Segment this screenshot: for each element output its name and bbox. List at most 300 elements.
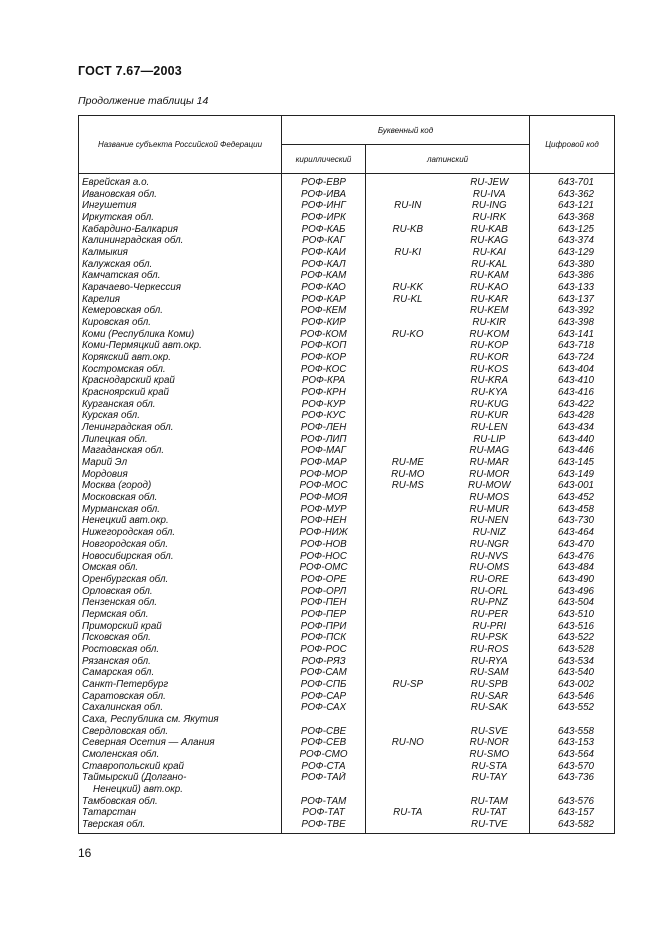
digit-code-cell: 643-392 [530,305,615,317]
table-row [79,621,615,633]
latin-short-code-cell [366,399,450,411]
table-row [79,469,615,481]
region-name-cell: Магаданская обл. [79,445,282,457]
table-row [79,632,615,644]
region-name-cell: Калининградская обл. [79,235,282,247]
latin-code-cell: RU-KAB [450,224,530,236]
table-row [79,679,615,691]
cyrillic-code-cell: РОФ-КОС [282,364,366,376]
latin-short-code-cell [366,340,450,352]
latin-code-cell: RU-ORL [450,586,530,598]
cyrillic-code-cell: РОФ-МУР [282,504,366,516]
digit-code-cell: 643-374 [530,235,615,247]
digit-code-cell: 643-404 [530,364,615,376]
cyrillic-code-cell: РОФ-СМО [282,749,366,761]
region-name-cell: Татарстан [79,807,282,819]
digit-code-cell: 643-718 [530,340,615,352]
table-caption: Продолжение таблицы 14 [78,95,209,107]
digit-code-cell: 643-510 [530,609,615,621]
table-row [79,515,615,527]
region-name-cell: Смоленская обл. [79,749,282,761]
region-name-cell: Краснодарский край [79,375,282,387]
cyrillic-code-cell: РОФ-РЯЗ [282,656,366,668]
digit-code-cell: 643-522 [530,632,615,644]
latin-code-cell: RU-KOS [450,364,530,376]
table-row [79,574,615,586]
digit-code-cell: 643-440 [530,434,615,446]
digit-code-cell: 643-434 [530,422,615,434]
latin-short-code-cell [366,632,450,644]
cyrillic-code-cell: РОФ-САР [282,691,366,703]
region-name-cell: Ингушетия [79,200,282,212]
cyrillic-code-cell: РОФ-СВЕ [282,726,366,738]
region-name-cell: Калмыкия [79,247,282,259]
region-name-cell: Сахалинская обл. [79,702,282,714]
region-name-cell: Ставропольский край [79,761,282,773]
digit-code-cell: 643-464 [530,527,615,539]
latin-short-code-cell [366,796,450,808]
cyrillic-code-cell: РОФ-МОС [282,480,366,492]
table-row [79,586,615,598]
latin-short-code-cell [366,574,450,586]
digit-code-cell: 643-516 [530,621,615,633]
cyrillic-code-cell: РОФ-КОП [282,340,366,352]
digit-code-cell: 643-484 [530,562,615,574]
latin-short-code-cell [366,305,450,317]
latin-short-code-cell [366,492,450,504]
latin-code-cell: RU-MAR [450,457,530,469]
digit-code-cell: 643-570 [530,761,615,773]
digit-code-cell: 643-446 [530,445,615,457]
latin-short-code-cell [366,551,450,563]
latin-code-cell: RU-KAG [450,235,530,247]
cyrillic-code-cell: РОФ-ИНГ [282,200,366,212]
digit-code-cell: 643-576 [530,796,615,808]
cyrillic-code-cell: РОФ-СТА [282,761,366,773]
digit-code-cell: 643-534 [530,656,615,668]
region-name-cell: Тверская обл. [79,819,282,833]
latin-short-code-cell [366,259,450,271]
table-row [79,492,615,504]
digit-code-cell: 643-129 [530,247,615,259]
standard-designation: ГОСТ 7.67—2003 [78,64,182,78]
latin-short-code-cell: RU-MO [366,469,450,481]
latin-code-cell: RU-LEN [450,422,530,434]
latin-code-cell: RU-OMS [450,562,530,574]
latin-short-code-cell [366,445,450,457]
latin-short-code-cell [366,212,450,224]
region-name-cell: Московская обл. [79,492,282,504]
table-row [79,667,615,679]
cyrillic-code-cell: РОФ-КУС [282,410,366,422]
cyrillic-code-cell: РОФ-КЕМ [282,305,366,317]
latin-code-cell: RU-MUR [450,504,530,516]
table-row [79,410,615,422]
latin-short-code-cell [366,527,450,539]
table-row [79,224,615,236]
digit-code-cell: 643-452 [530,492,615,504]
latin-code-cell: RU-NGR [450,539,530,551]
digit-code-cell: 643-398 [530,317,615,329]
latin-short-code-cell [366,656,450,668]
cyrillic-code-cell: РОФ-САМ [282,667,366,679]
digit-code-cell: 643-121 [530,200,615,212]
region-name-cell: Нижегородская обл. [79,527,282,539]
latin-short-code-cell: RU-KB [366,224,450,236]
latin-code-cell: RU-LIP [450,434,530,446]
latin-code-cell: RU-TVE [450,819,530,833]
region-name-cell: Кабардино-Балкария [79,224,282,236]
table-row [79,282,615,294]
cyrillic-code-cell: РОФ-НИЖ [282,527,366,539]
cyrillic-code-cell: РОФ-МАГ [282,445,366,457]
region-name-cell: Новгородская обл. [79,539,282,551]
latin-code-cell: RU-IRK [450,212,530,224]
latin-code-cell: RU-TAM [450,796,530,808]
cyrillic-code-cell: РОФ-МОР [282,469,366,481]
table-row [79,399,615,411]
digit-code-cell: 643-153 [530,737,615,749]
cyrillic-code-cell: РОФ-СЕВ [282,737,366,749]
table-row [79,644,615,656]
cyrillic-code-cell: РОФ-НОС [282,551,366,563]
digit-code-cell: 643-133 [530,282,615,294]
latin-code-cell: RU-NVS [450,551,530,563]
table-body [79,174,615,834]
digit-code-cell: 643-002 [530,679,615,691]
latin-code-cell: RU-STA [450,761,530,773]
digit-code-cell: 643-410 [530,375,615,387]
digit-code-cell: 643-701 [530,174,615,189]
table-row [79,174,615,189]
latin-short-code-cell [366,364,450,376]
cyrillic-code-cell: РОФ-ИРК [282,212,366,224]
table-row [79,527,615,539]
latin-code-cell: RU-RYA [450,656,530,668]
region-name-cell: Липецкая обл. [79,434,282,446]
latin-short-code-cell [366,691,450,703]
table-row [79,212,615,224]
digit-code-cell: 643-157 [530,807,615,819]
cyrillic-code-cell: РОФ-КРН [282,387,366,399]
latin-code-cell [450,784,530,796]
latin-short-code-cell [366,515,450,527]
latin-code-cell: RU-KUR [450,410,530,422]
latin-short-code-cell [366,375,450,387]
digit-code-cell: 643-736 [530,772,615,784]
latin-short-code-cell: RU-KI [366,247,450,259]
digit-code-cell: 643-730 [530,515,615,527]
cyrillic-code-cell: РОФ-ТВЕ [282,819,366,833]
cyrillic-code-cell: РОФ-ОРЕ [282,574,366,586]
region-codes-table [78,115,615,834]
table-row [79,714,615,726]
latin-short-code-cell: RU-ME [366,457,450,469]
latin-short-code-cell [366,352,450,364]
digit-code-cell: 643-558 [530,726,615,738]
region-name-cell: Пензенская обл. [79,597,282,609]
cyrillic-code-cell: РОФ-КАЛ [282,259,366,271]
table-row [79,539,615,551]
latin-short-code-cell [366,597,450,609]
latin-code-cell: RU-SVE [450,726,530,738]
region-name-cell: Кировская обл. [79,317,282,329]
latin-short-code-cell [366,317,450,329]
latin-code-cell: RU-IVA [450,189,530,201]
latin-short-code-cell [366,749,450,761]
table-row [79,200,615,212]
latin-short-code-cell [366,410,450,422]
latin-code-cell: RU-PRI [450,621,530,633]
latin-short-code-cell [366,422,450,434]
latin-code-cell: RU-NOR [450,737,530,749]
region-name-cell: Калужская обл. [79,259,282,271]
table-row [79,352,615,364]
cyrillic-code-cell: РОФ-ЛЕН [282,422,366,434]
latin-short-code-cell [366,235,450,247]
region-name-cell: Камчатская обл. [79,270,282,282]
cyrillic-code-cell: РОФ-ЕВР [282,174,366,189]
cyrillic-code-cell: РОФ-КАР [282,294,366,306]
table-row [79,609,615,621]
cyrillic-code-cell: РОФ-КАГ [282,235,366,247]
digit-code-cell: 643-582 [530,819,615,833]
table-row [79,305,615,317]
latin-code-cell: RU-MAG [450,445,530,457]
table-row [79,737,615,749]
page-number: 16 [78,846,92,860]
region-name-cell: Приморский край [79,621,282,633]
digit-code-cell: 643-476 [530,551,615,563]
region-name-cell: Псковская обл. [79,632,282,644]
table-row [79,784,615,796]
header-letter-code: Буквенный код [282,116,530,145]
region-name-cell: Карелия [79,294,282,306]
region-name-cell: Ненецкий) авт.окр. [79,784,282,796]
latin-short-code-cell [366,667,450,679]
region-name-cell: Костромская обл. [79,364,282,376]
table-row [79,772,615,784]
digit-code-cell: 643-724 [530,352,615,364]
cyrillic-code-cell: РОФ-КИР [282,317,366,329]
cyrillic-code-cell: РОФ-ОРЛ [282,586,366,598]
region-name-cell: Еврейская а.о. [79,174,282,189]
latin-short-code-cell [366,784,450,796]
table-row [79,819,615,833]
latin-short-code-cell [366,819,450,833]
latin-code-cell: RU-KAO [450,282,530,294]
digit-code-cell: 643-458 [530,504,615,516]
region-name-cell: Новосибирская обл. [79,551,282,563]
cyrillic-code-cell: РОФ-НОВ [282,539,366,551]
digit-code-cell: 643-386 [530,270,615,282]
digit-code-cell: 643-416 [530,387,615,399]
table-row [79,270,615,282]
region-name-cell: Курганская обл. [79,399,282,411]
region-name-cell: Мурманская обл. [79,504,282,516]
cyrillic-code-cell: РОФ-МАР [282,457,366,469]
digit-code-cell: 643-137 [530,294,615,306]
region-name-cell: Саха, Республика см. Якутия [79,714,282,726]
table-row [79,340,615,352]
latin-code-cell: RU-SMO [450,749,530,761]
region-name-cell: Саратовская обл. [79,691,282,703]
latin-code-cell: RU-SPB [450,679,530,691]
cyrillic-code-cell: РОФ-ТАЙ [282,772,366,784]
region-name-cell: Тамбовская обл. [79,796,282,808]
latin-code-cell: RU-ORE [450,574,530,586]
digit-code-cell: 643-422 [530,399,615,411]
latin-short-code-cell [366,702,450,714]
digit-code-cell: 643-125 [530,224,615,236]
digit-code-cell: 643-368 [530,212,615,224]
latin-short-code-cell [366,189,450,201]
latin-short-code-cell: RU-IN [366,200,450,212]
table-row [79,807,615,819]
table-row [79,294,615,306]
region-name-cell: Оренбургская обл. [79,574,282,586]
latin-short-code-cell: RU-NO [366,737,450,749]
cyrillic-code-cell: РОФ-ИВА [282,189,366,201]
digit-code-cell [530,784,615,796]
region-name-cell: Мордовия [79,469,282,481]
latin-code-cell: RU-ING [450,200,530,212]
cyrillic-code-cell [282,784,366,796]
latin-short-code-cell [366,174,450,189]
region-name-cell: Кемеровская обл. [79,305,282,317]
latin-code-cell: RU-KIR [450,317,530,329]
region-name-cell: Орловская обл. [79,586,282,598]
latin-short-code-cell: RU-KL [366,294,450,306]
latin-short-code-cell [366,644,450,656]
latin-code-cell: RU-KOR [450,352,530,364]
latin-short-code-cell: RU-SP [366,679,450,691]
cyrillic-code-cell: РОФ-КАИ [282,247,366,259]
digit-code-cell: 643-552 [530,702,615,714]
latin-short-code-cell: RU-MS [366,480,450,492]
latin-code-cell: RU-MOR [450,469,530,481]
region-name-cell: Корякский авт.окр. [79,352,282,364]
latin-short-code-cell [366,761,450,773]
table-row [79,189,615,201]
latin-code-cell: RU-NIZ [450,527,530,539]
cyrillic-code-cell: РОФ-КАМ [282,270,366,282]
header-region-name: Название субъекта Российской Федерации [79,116,282,174]
latin-short-code-cell [366,562,450,574]
cyrillic-code-cell: РОФ-САХ [282,702,366,714]
cyrillic-code-cell: РОФ-КРА [282,375,366,387]
region-name-cell: Марий Эл [79,457,282,469]
digit-code-cell: 643-496 [530,586,615,598]
latin-code-cell: RU-MOW [450,480,530,492]
latin-code-cell: RU-ROS [450,644,530,656]
cyrillic-code-cell: РОФ-ПРИ [282,621,366,633]
latin-short-code-cell [366,539,450,551]
cyrillic-code-cell: РОФ-ПЕР [282,609,366,621]
digit-code-cell: 643-362 [530,189,615,201]
latin-short-code-cell [366,434,450,446]
region-name-cell: Самарская обл. [79,667,282,679]
table-row [79,329,615,341]
region-name-cell: Омская обл. [79,562,282,574]
latin-code-cell: RU-KUG [450,399,530,411]
latin-code-cell: RU-PER [450,609,530,621]
latin-code-cell: RU-TAT [450,807,530,819]
cyrillic-code-cell: РОФ-ОМС [282,562,366,574]
latin-short-code-cell [366,586,450,598]
header-latin: латинский [366,145,530,174]
latin-short-code-cell: RU-KK [366,282,450,294]
header-digit-code: Цифровой код [530,116,615,174]
digit-code-cell: 643-546 [530,691,615,703]
region-name-cell: Северная Осетия — Алания [79,737,282,749]
table-row [79,259,615,271]
latin-code-cell: RU-KAM [450,270,530,282]
latin-code-cell: RU-MOS [450,492,530,504]
table-row [79,691,615,703]
cyrillic-code-cell: РОФ-КАБ [282,224,366,236]
latin-short-code-cell [366,772,450,784]
latin-code-cell: RU-KAL [450,259,530,271]
latin-short-code-cell [366,726,450,738]
digit-code-cell [530,714,615,726]
table-row [79,457,615,469]
latin-code-cell: RU-KRA [450,375,530,387]
table-row [79,726,615,738]
latin-code-cell: RU-JEW [450,174,530,189]
region-name-cell: Коми-Пермяцкий авт.окр. [79,340,282,352]
table-row [79,702,615,714]
table-row [79,480,615,492]
cyrillic-code-cell: РОФ-КОР [282,352,366,364]
cyrillic-code-cell: РОФ-ЛИП [282,434,366,446]
latin-code-cell: RU-KEM [450,305,530,317]
region-name-cell: Карачаево-Черкессия [79,282,282,294]
table-row [79,562,615,574]
cyrillic-code-cell: РОФ-КУР [282,399,366,411]
cyrillic-code-cell: РОФ-РОС [282,644,366,656]
table-row [79,597,615,609]
digit-code-cell: 643-540 [530,667,615,679]
region-name-cell: Москва (город) [79,480,282,492]
cyrillic-code-cell: РОФ-МОЯ [282,492,366,504]
latin-code-cell: RU-KYA [450,387,530,399]
latin-code-cell: RU-TAY [450,772,530,784]
latin-short-code-cell [366,621,450,633]
table-row [79,247,615,259]
digit-code-cell: 643-470 [530,539,615,551]
latin-code-cell: RU-KAR [450,294,530,306]
digit-code-cell: 643-149 [530,469,615,481]
cyrillic-code-cell: РОФ-ТАМ [282,796,366,808]
table-row [79,445,615,457]
table-row [79,375,615,387]
region-name-cell: Рязанская обл. [79,656,282,668]
region-name-cell: Ивановская обл. [79,189,282,201]
latin-code-cell: RU-KOM [450,329,530,341]
cyrillic-code-cell: РОФ-ТАТ [282,807,366,819]
latin-short-code-cell [366,270,450,282]
cyrillic-code-cell: РОФ-КОМ [282,329,366,341]
latin-short-code-cell [366,714,450,726]
digit-code-cell: 643-428 [530,410,615,422]
table-row [79,387,615,399]
table-row [79,656,615,668]
table-row [79,551,615,563]
digit-code-cell: 643-564 [530,749,615,761]
latin-short-code-cell [366,387,450,399]
cyrillic-code-cell: РОФ-СПБ [282,679,366,691]
